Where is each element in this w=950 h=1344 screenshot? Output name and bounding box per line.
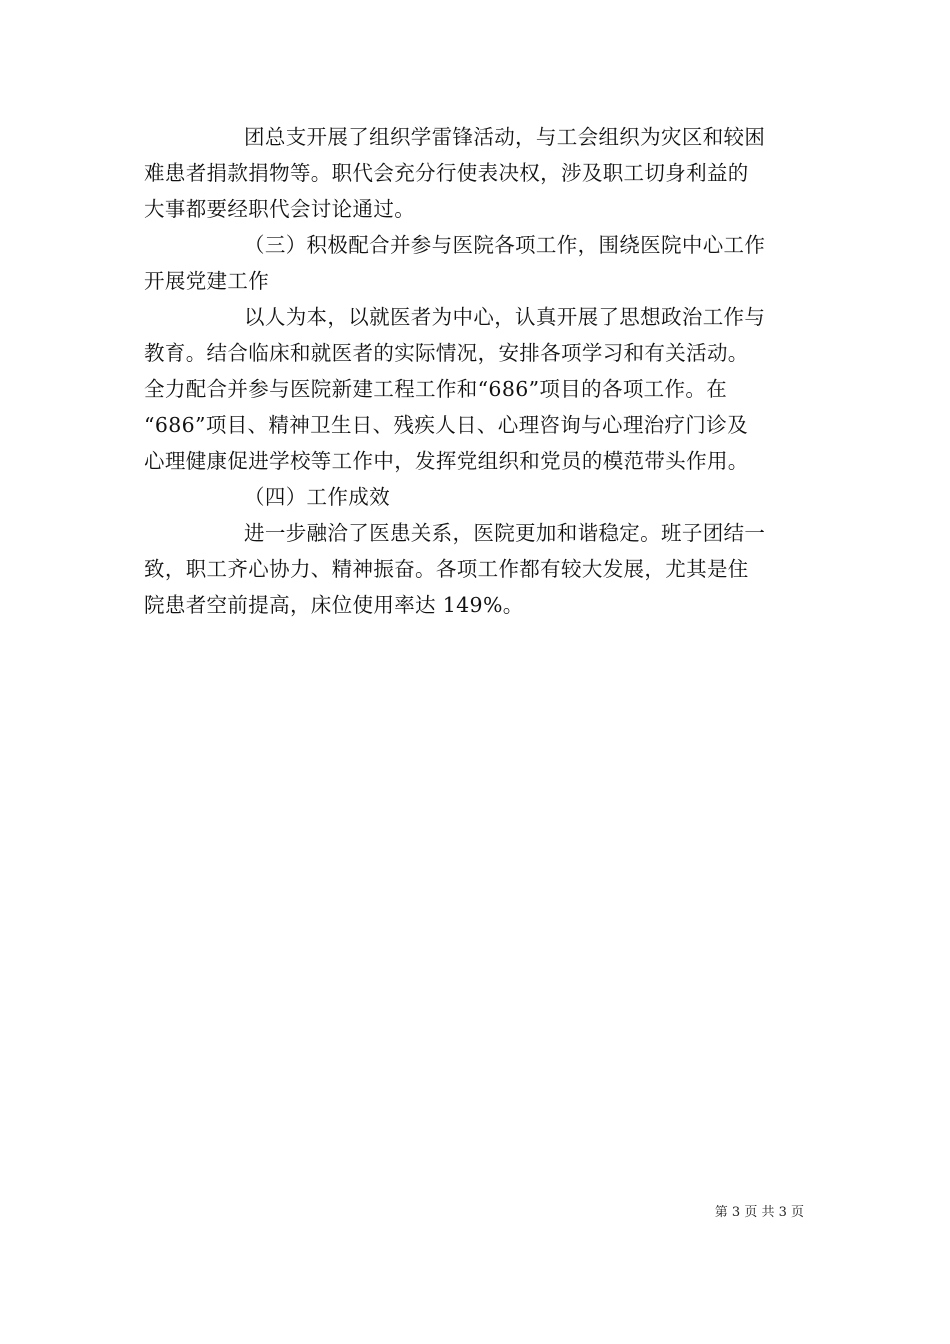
- paragraph-line: 教育。结合临床和就医者的实际情况，安排各项学习和有关活动。: [144, 341, 749, 365]
- paragraph-line: 以人为本，以就医者为中心，认真开展了思想政治工作与: [244, 305, 766, 329]
- page-number-footer: 第 3 页 共 3 页: [714, 1205, 804, 1220]
- paragraph-line: 心理健康促进学校等工作中，发挥党组织和党员的模范带头作用。: [144, 449, 749, 473]
- document-body: [144, 119, 806, 623]
- paragraph-line: 团总支开展了组织学雷锋活动，与工会组织为灾区和较困: [244, 125, 766, 149]
- section-heading-line: （三）积极配合并参与医院各项工作，围绕医院中心工作: [244, 233, 766, 257]
- section-heading-line: 开展党建工作: [144, 269, 270, 293]
- paragraph-line: 院患者空前提高，床位使用率达 149%。: [144, 593, 524, 617]
- paragraph-line: “686”项目、精神卫生日、残疾人日、心理咨询与心理治疗门诊及: [144, 413, 748, 437]
- paragraph-line: 全力配合并参与医院新建工程工作和“686”项目的各项工作。在: [144, 377, 728, 401]
- paragraph-line: 大事都要经职代会讨论通过。: [144, 197, 416, 221]
- paragraph-line: 致，职工齐心协力、精神振奋。各项工作都有较大发展，尤其是住: [144, 557, 749, 581]
- section-heading-line: （四）工作成效: [244, 485, 390, 509]
- paragraph-line: 难患者捐款捐物等。职代会充分行使表决权，涉及职工切身利益的: [144, 161, 749, 185]
- paragraph-line: 进一步融洽了医患关系，医院更加和谐稳定。班子团结一: [244, 521, 766, 545]
